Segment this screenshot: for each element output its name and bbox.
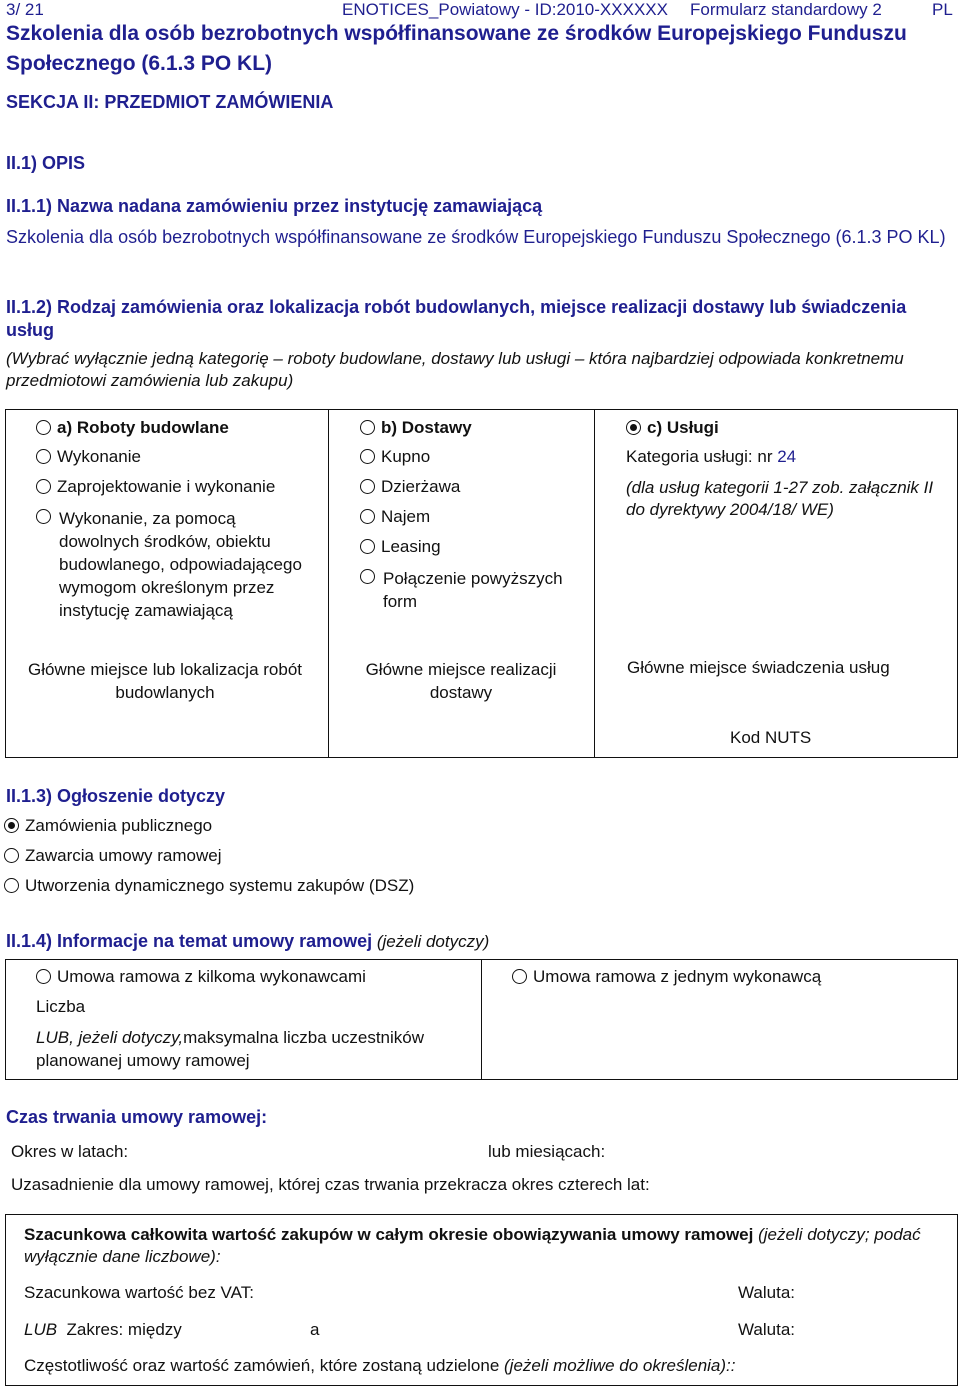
option-dsz[interactable]: Utworzenia dynamicznego systemu zakupów (DSZ) — [4, 876, 414, 896]
option-wykonanie[interactable]: Wykonanie — [36, 447, 141, 467]
place-dostawy: Główne miejsce realizacji dostawy — [365, 660, 557, 702]
section-title: SEKCJA II: PRZEDMIOT ZAMÓWIENIA — [6, 92, 334, 112]
nuts-code: Kod NUTS — [730, 728, 812, 747]
wartosc-title: Szacunkowa całkowita wartość zakupów w całym okresie obowiązywania umowy ramowej (jeżeli dotyczy; podać wyłącznie dane liczbowe): — [24, 1225, 921, 1266]
divider — [328, 409, 329, 758]
form-type: Formularz standardowy 2 — [690, 0, 882, 19]
uzasadnienie: Uzasadnienie dla umowy ramowej, której czas trwania przekracza okres czterech lat: — [11, 1175, 650, 1194]
place-roboty: Główne miejsce lub lokalizacja robót budowlanych — [27, 660, 303, 702]
option-leasing[interactable]: Leasing — [360, 537, 441, 557]
radio-icon[interactable] — [360, 509, 375, 524]
s112-label: II.1.2) Rodzaj zamówienia oraz lokalizacja robót budowlanych, miejsce realizacji dostawy lub świadczenia usług — [6, 297, 907, 340]
option-jeden-wykonawca[interactable]: Umowa ramowa z jednym wykonawcą — [512, 967, 821, 987]
option-najem[interactable]: Najem — [360, 507, 430, 527]
category-uslugi[interactable]: c) Usługi — [626, 418, 719, 438]
category-roboty[interactable]: a) Roboty budowlane — [36, 418, 229, 438]
waluta-label: Waluta: — [738, 1283, 796, 1302]
option-polaczenie[interactable] — [360, 567, 381, 587]
zakres-a: a — [310, 1320, 320, 1339]
radio-icon[interactable] — [4, 848, 19, 863]
waluta-label-2: Waluta: — [738, 1320, 796, 1339]
radio-icon[interactable] — [360, 420, 375, 435]
radio-icon[interactable] — [512, 969, 527, 984]
option-wielu-wykonawcow[interactable]: Umowa ramowa z kilkoma wykonawcami — [36, 967, 366, 987]
radio-icon[interactable] — [36, 449, 51, 464]
kategoria-uslugi: Kategoria usługi: nr 24 — [626, 447, 797, 466]
option-zamowienia-publicznego[interactable]: Zamówienia publicznego — [4, 816, 212, 836]
option-polaczenie-label: Połączenie powyższych form — [383, 569, 563, 611]
option-dzierzawa[interactable]: Dzierżawa — [360, 477, 460, 497]
divider — [594, 409, 595, 758]
radio-checked-icon[interactable] — [4, 818, 19, 833]
radio-icon[interactable] — [360, 449, 375, 464]
s114-heading: II.1.4) Informacje na temat umowy ramowej (jeżeli dotyczy) — [6, 931, 490, 951]
option-zaprojektowanie[interactable]: Zaprojektowanie i wykonanie — [36, 477, 275, 497]
zakres-row: LUB Zakres: między — [24, 1320, 182, 1339]
option-wykonanie-srodki-label: Wykonanie, za pomocą dowolnych środków, obiektu budowlanego, odpowiadającego wymogom określonym przez instytucję zamawiającą — [59, 509, 302, 620]
divider — [481, 959, 482, 1080]
radio-icon[interactable] — [360, 479, 375, 494]
radio-icon[interactable] — [360, 569, 375, 584]
option-umowa-ramowa[interactable]: Zawarcia umowy ramowej — [4, 846, 222, 866]
s111-value: Szkolenia dla osób bezrobotnych współfinansowane ze środków Europejskiego Funduszu Społecznego (6.1.3 PO KL) — [6, 227, 946, 247]
opis-heading: II.1) OPIS — [6, 153, 86, 173]
category-dostawy[interactable]: b) Dostawy — [360, 418, 472, 438]
radio-icon[interactable] — [360, 539, 375, 554]
max-uczestnikow: LUB, jeżeli dotyczy,maksymalna liczba uczestników planowanej umowy ramowej — [36, 1028, 424, 1070]
liczba-label: Liczba — [36, 997, 86, 1016]
radio-checked-icon[interactable] — [626, 420, 641, 435]
radio-icon[interactable] — [36, 969, 51, 984]
kategoria-note: (dla usług kategorii 1-27 zob. załącznik II do dyrektywy 2004/18/ WE) — [626, 478, 934, 519]
czestotliwosc: Częstotliwość oraz wartość zamówień, które zostaną udzielone (jeżeli możliwe do określenia):: — [24, 1356, 736, 1375]
kategoria-number: 24 — [777, 447, 797, 466]
okres-miesiace: lub miesiącach: — [488, 1142, 606, 1161]
s111-label: II.1.1) Nazwa nadana zamówieniu przez instytucję zamawiającą — [6, 196, 543, 216]
radio-icon[interactable] — [4, 878, 19, 893]
document-title: Szkolenia dla osób bezrobotnych współfinansowane ze środków Europejskiego Funduszu Społecznego (6.1.3 PO KL) — [6, 22, 907, 75]
wartosc-bez-vat: Szacunkowa wartość bez VAT: — [24, 1283, 254, 1302]
place-uslugi: Główne miejsce świadczenia usług — [627, 658, 890, 677]
radio-icon[interactable] — [36, 509, 51, 524]
okres-lata: Okres w latach: — [11, 1142, 129, 1161]
option-kupno[interactable]: Kupno — [360, 447, 430, 467]
radio-icon[interactable] — [36, 479, 51, 494]
s113-label: II.1.3) Ogłoszenie dotyczy — [6, 786, 226, 806]
option-wykonanie-srodki[interactable] — [36, 507, 57, 527]
czas-title: Czas trwania umowy ramowej: — [6, 1107, 268, 1127]
notice-id: ENOTICES_Powiatowy - ID:2010-XXXXXX — [342, 0, 668, 19]
language: PL — [932, 0, 953, 19]
radio-icon[interactable] — [36, 420, 51, 435]
page-number: 3/ 21 — [6, 0, 44, 19]
s112-note: (Wybrać wyłącznie jedną kategorię – roboty budowlane, dostawy lub usługi – która najbardziej odpowiada konkretnemu przedmiotowi zamówienia lub zakupu) — [6, 349, 904, 390]
